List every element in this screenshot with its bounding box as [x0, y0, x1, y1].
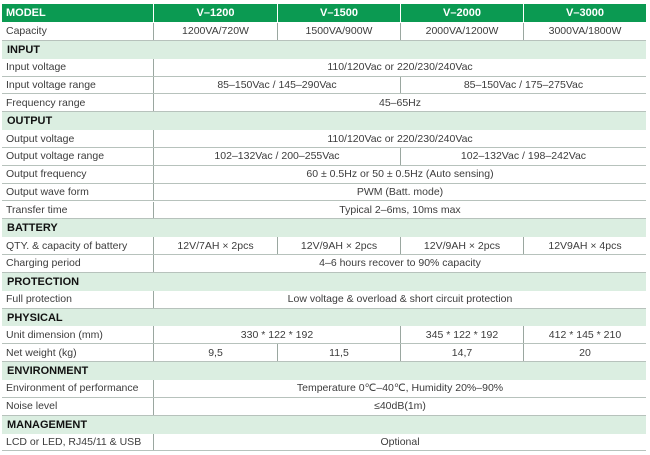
spec-label: Output frequency — [6, 168, 87, 181]
spec-row — [2, 148, 646, 166]
header-model-label: MODEL — [6, 7, 46, 19]
section-header — [2, 112, 646, 130]
spec-row — [2, 326, 646, 344]
spec-value: 102–132Vac / 198–242Vac — [400, 148, 646, 165]
section-title: PHYSICAL — [7, 311, 63, 324]
spec-row — [2, 184, 646, 202]
section-title: BATTERY — [7, 222, 58, 235]
spec-row — [2, 130, 646, 148]
spec-value: 3000VA/1800W — [523, 23, 646, 40]
spec-label: Frequency range — [6, 96, 86, 109]
spec-value: 45–65Hz — [153, 94, 646, 111]
section-title: PROTECTION — [7, 275, 80, 288]
header-model-name: V–1500 — [277, 4, 400, 22]
spec-label: Output voltage range — [6, 150, 105, 163]
spec-value: PWM (Batt. mode) — [153, 184, 646, 201]
section-title: OUTPUT — [7, 115, 53, 128]
spec-label: QTY. & capacity of battery — [6, 239, 128, 252]
section-title: ENVIRONMENT — [7, 365, 89, 378]
spec-row — [2, 23, 646, 41]
spec-value: Low voltage & overload & short circuit protection — [153, 291, 646, 308]
spec-row — [2, 77, 646, 95]
section-header — [2, 273, 646, 291]
spec-value: 11,5 — [277, 344, 400, 361]
spec-value: 60 ± 0.5Hz or 50 ± 0.5Hz (Auto sensing) — [153, 166, 646, 183]
spec-row — [2, 255, 646, 273]
spec-row — [2, 94, 646, 112]
spec-value: ≤40dB(1m) — [153, 398, 646, 415]
spec-label: Transfer time — [6, 203, 68, 216]
spec-value: 12V9AH × 4pcs — [523, 237, 646, 254]
section-title: MANAGEMENT — [7, 418, 88, 431]
section-header — [2, 41, 646, 59]
spec-value: 412 * 145 * 210 — [523, 326, 646, 343]
spec-row — [2, 166, 646, 184]
section-header — [2, 416, 646, 434]
spec-value: 345 * 122 * 192 — [400, 326, 523, 343]
spec-row — [2, 202, 646, 220]
spec-label: Environment of performance — [6, 382, 139, 395]
spec-value: 1500VA/900W — [277, 23, 400, 40]
spec-label: Output wave form — [6, 186, 89, 199]
spec-row — [2, 344, 646, 362]
section-header — [2, 309, 646, 327]
spec-value: 102–132Vac / 200–255Vac — [153, 148, 400, 165]
spec-row — [2, 434, 646, 452]
spec-value: 9,5 — [153, 344, 277, 361]
spec-row — [2, 380, 646, 398]
section-header — [2, 219, 646, 237]
spec-label: Input voltage range — [6, 78, 96, 91]
spec-label: Output voltage — [6, 132, 75, 145]
spec-value: Typical 2–6ms, 10ms max — [153, 202, 646, 219]
spec-label: Full protection — [6, 293, 72, 306]
spec-label: Noise level — [6, 400, 58, 413]
spec-row — [2, 59, 646, 77]
spec-label: LCD or LED, RJ45/11 & USB — [6, 435, 142, 448]
spec-value: 12V/9AH × 2pcs — [400, 237, 523, 254]
section-title: INPUT — [7, 43, 40, 56]
spec-row — [2, 291, 646, 309]
spec-row — [2, 237, 646, 255]
spec-label: Net weight (kg) — [6, 346, 77, 359]
spec-value: 85–150Vac / 145–290Vac — [153, 77, 400, 94]
header-model-name: V–1200 — [153, 4, 277, 22]
spec-value: 14,7 — [400, 344, 523, 361]
spec-value: Optional — [153, 434, 646, 451]
spec-row — [2, 398, 646, 416]
spec-value: 110/120Vac or 220/230/240Vac — [153, 59, 646, 76]
spec-value: 12V/7AH × 2pcs — [153, 237, 277, 254]
spec-value: 110/120Vac or 220/230/240Vac — [153, 130, 646, 147]
spec-value: 1200VA/720W — [153, 23, 277, 40]
section-header — [2, 362, 646, 380]
spec-value: 12V/9AH × 2pcs — [277, 237, 400, 254]
spec-label: Unit dimension (mm) — [6, 328, 103, 341]
spec-value: Temperature 0℃–40℃, Humidity 20%–90% — [153, 380, 646, 397]
header-model-name: V–3000 — [523, 4, 646, 22]
header-row — [2, 4, 646, 22]
spec-label: Input voltage — [6, 61, 67, 74]
spec-value: 2000VA/1200W — [400, 23, 523, 40]
spec-value: 4–6 hours recover to 90% capacity — [153, 255, 646, 272]
spec-label: Charging period — [6, 257, 81, 270]
header-model-name: V–2000 — [400, 4, 523, 22]
spec-value: 330 * 122 * 192 — [153, 326, 400, 343]
spec-label: Capacity — [6, 25, 47, 38]
spec-value: 85–150Vac / 175–275Vac — [400, 77, 646, 94]
spec-value: 20 — [523, 344, 646, 361]
